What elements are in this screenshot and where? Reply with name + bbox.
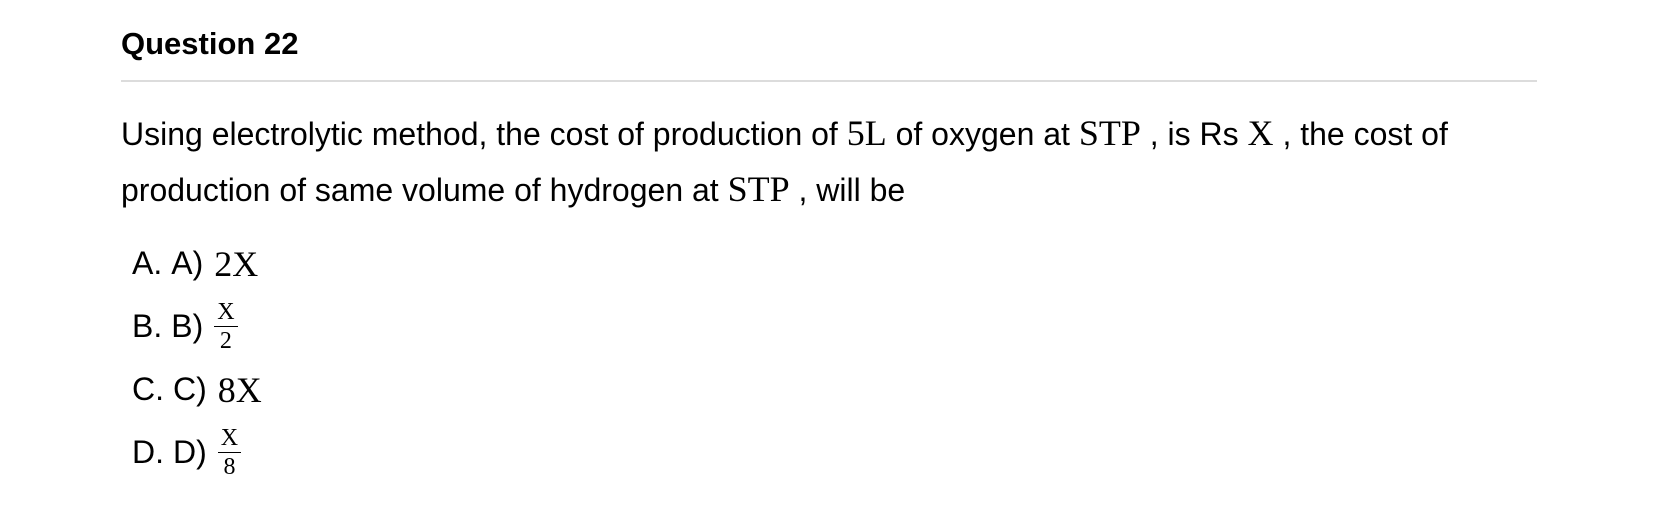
option-a[interactable]: [132, 232, 1537, 295]
option-value: 8X: [217, 369, 262, 410]
stem-math-volume: 5L: [846, 113, 887, 153]
question-title: Question 22: [121, 26, 299, 61]
options-list: [121, 232, 1537, 484]
option-d[interactable]: [132, 421, 1537, 484]
question-card: [121, 24, 1537, 484]
option-label: D): [173, 434, 207, 470]
option-fraction: [214, 300, 237, 353]
stem-math-stp: STP: [1078, 113, 1141, 153]
option-b[interactable]: [132, 295, 1537, 358]
option-label: B): [171, 308, 204, 344]
stem-text: Using electrolytic method, the cost of production of: [121, 116, 847, 152]
fraction-numerator: X: [214, 300, 237, 327]
option-label: A): [171, 245, 204, 281]
fraction-denominator: 8: [223, 454, 236, 480]
option-letter: C.: [132, 371, 164, 407]
stem-text: , is Rs: [1140, 116, 1248, 152]
stem-text: of oxygen at: [886, 116, 1079, 152]
stem-math-stp: STP: [727, 169, 790, 209]
option-letter: B.: [132, 308, 163, 344]
option-value: 2X: [214, 243, 259, 284]
divider: [121, 80, 1537, 82]
option-label: C): [173, 371, 207, 407]
option-letter: A.: [132, 245, 163, 281]
question-stem: [121, 106, 1537, 218]
stem-math-cost: X: [1247, 113, 1274, 153]
option-c[interactable]: [132, 358, 1537, 421]
stem-text: , the cost of production of same volume of hydrogen at: [121, 116, 1448, 208]
fraction-numerator: X: [218, 426, 241, 453]
fraction-denominator: 2: [219, 328, 232, 354]
option-letter: D.: [132, 434, 164, 470]
option-fraction: [218, 426, 241, 479]
stem-text: , will be: [789, 172, 906, 208]
